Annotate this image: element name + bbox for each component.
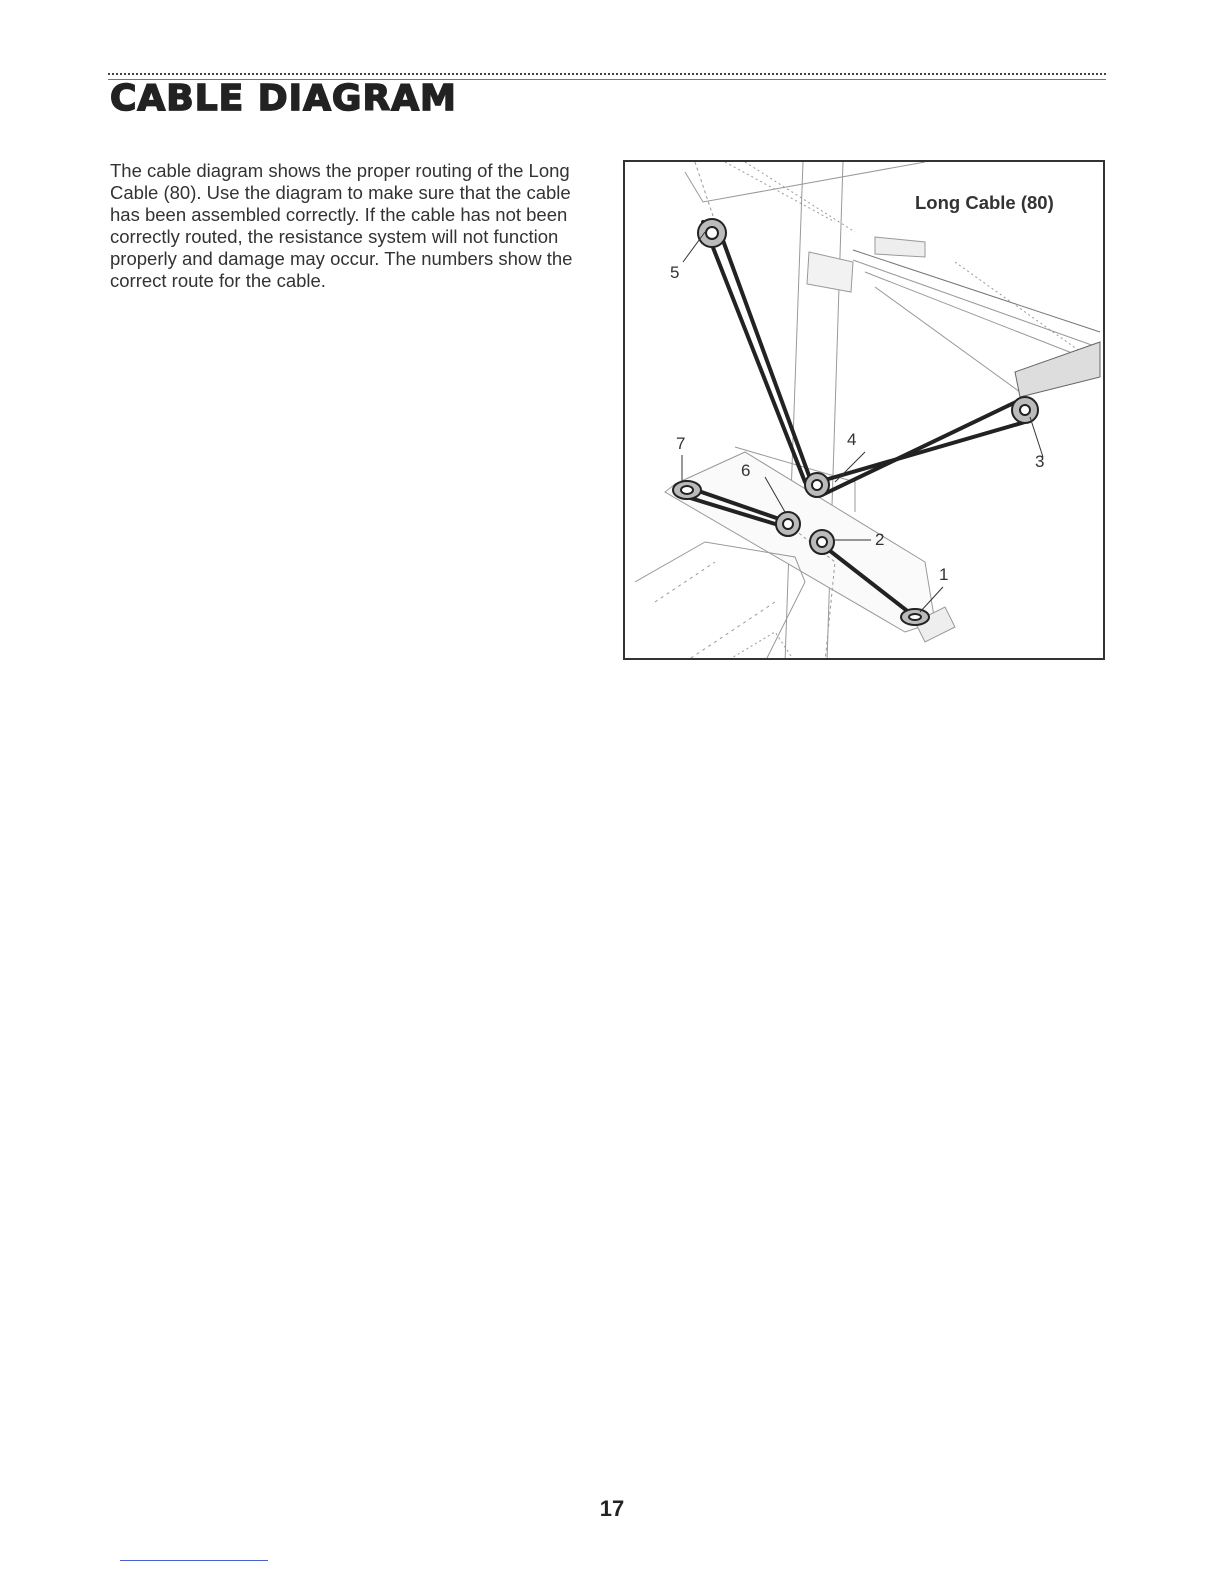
callout-4: 4 xyxy=(847,430,857,449)
intro-paragraph: The cable diagram shows the proper routing of the Long Cable (80). Use the diagram to make sure that the cable has been assembled correctly. If the cable has not been correctly routed, the resistance system will not function properly and damage may occur. The numbers show the correct route for the cable. xyxy=(110,160,573,291)
callout-7: 7 xyxy=(676,434,686,453)
callout-1: 1 xyxy=(939,565,949,584)
page-number: 17 xyxy=(599,1496,625,1521)
long-cable-label: Long Cable (80) xyxy=(915,192,1054,213)
page-title: CABLE DIAGRAM xyxy=(110,78,457,119)
callout-6: 6 xyxy=(741,461,751,480)
cable-diagram-illustration xyxy=(625,162,1105,660)
footer-link-underline xyxy=(120,1560,268,1561)
cable-diagram-figure xyxy=(623,160,1105,660)
callout-5: 5 xyxy=(670,263,680,282)
callout-2: 2 xyxy=(875,530,885,549)
callout-3: 3 xyxy=(1035,452,1045,471)
